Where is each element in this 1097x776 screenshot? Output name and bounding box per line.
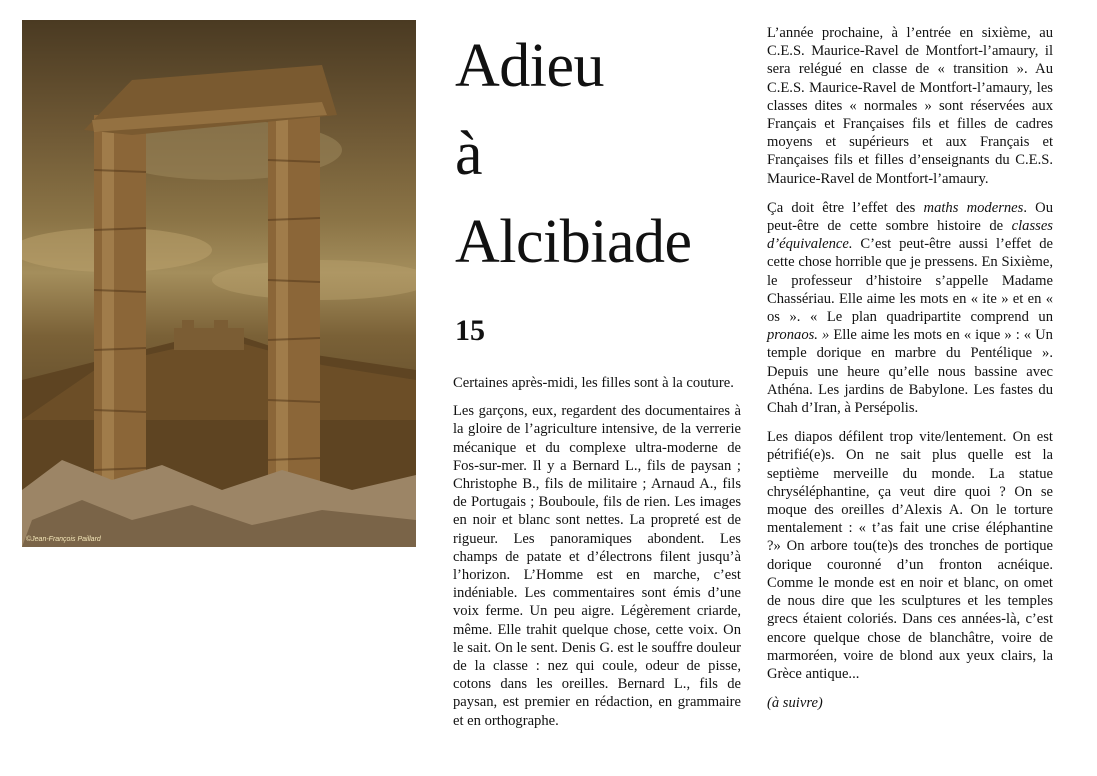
left-text-column <box>453 374 741 740</box>
chapter-number: 15 <box>455 314 485 347</box>
italic-term: classes d’équivalence. <box>767 218 1053 253</box>
paragraph: L’année prochaine, à l’entrée en sixième, au C.E.S. Maurice-Ravel de Montfort-l’amaury, il sera relégué en classe de « transition ». Au C.E.S. Maurice-Ravel de Montfort-l’amaury, les classes dites « normales » sont réservées aux Français et Françaises fils et filles de cadres moyens et supérieurs et aux Français et Françaises fils et filles d’enseignants du C.E.S. Maurice-Ravel de Montfort-l’amaury. <box>767 25 1053 187</box>
title-line-1: Adieu <box>455 32 605 100</box>
paragraph: Certaines après-midi, les filles sont à la couture. <box>453 375 734 391</box>
ruins-illustration <box>22 20 416 547</box>
title-line-3: Alcibiade <box>455 208 692 276</box>
paragraph: Les garçons, eux, regardent des documentaires à la gloire de l’agriculture intensive, de la verrerie mécanique et du complexe ultra-moderne de Fos-sur-mer. Il y a Bernard L., fils de paysan ; Christophe B., fils de militaire ; Arnaud A., fils de Portugais ; Bouboule, fils de rien. Les images en noir et blanc sont nettes. La propreté est de rigueur. Les panoramiques abondent. Les champs de patate et d’électrons filent jusqu’à l’horizon. L’Homme est en marche, c’est indéniable. Les commentaires sont émis d’une voix ferme. Un peu aigre. Légèrement criarde, même. Elle trahit quelque chose, cette voix. On le sait. On le sent. Denis G. est le souffre douleur de la classe : nez qui coule, odeur de pisse, cotons dans les oreilles. Bernard L., fils de paysan, est premier en rédaction, en grammaire et en orthographe. <box>453 403 741 729</box>
text-run: C’est peut-être aussi l’effet de cette chose horrible que je pressens. En Sixième, le professeur d’histoire s’appelle Madame Chassériau. Elle aime les mots en « ite » et en « os ». « Le plan quadripartite comprend un <box>767 236 1053 326</box>
italic-term: pronaos. » <box>767 327 830 344</box>
article-title <box>455 22 755 286</box>
right-text-column <box>767 24 1053 723</box>
text-run: Ça doit être l’effet des <box>767 199 924 216</box>
text-run: . Ou peut-être de cette sombre histoire de <box>767 199 1053 235</box>
photo-credit: ©Jean-François Paillard <box>26 536 101 543</box>
text-run: Elle aime les mots en « ique » : « Un temple dorique en marbre du Pentélique ». Depuis une heure qu’elle nous bassine avec Athéna. Les jardins de Babylone. Les fastes du Chah d’Iran, à Persépolis. <box>767 327 1053 417</box>
palmyra-temple-photo <box>22 20 416 547</box>
to-be-continued: (à suivre) <box>767 695 823 712</box>
paragraph: Les diapos défilent trop vite/lentement. On est pétrifié(e)s. On ne sait plus quelle est la septième merveille du monde. La statue chryséléphantine, ça veut dire quoi ? On se moque des oreilles d’Alexis A. On le torture mentalement : « t’as fait une crise éléphantine ?» On arbore tou(te)s des tronches de portique dorique couronné d’un fronton acnéique. Comme le monde est en noir et blanc, on omet de nous dire que les sculptures et les temples grecs étaient coloriés. Dans ces années-là, c’est encore quelque chose de blanchâtre, voire de marmoréen, voire de blond aux yeux clairs, la Grèce antique... <box>767 429 1053 682</box>
title-line-2: à <box>455 120 483 188</box>
paragraph <box>767 199 1053 417</box>
italic-term: maths modernes <box>923 199 1024 216</box>
